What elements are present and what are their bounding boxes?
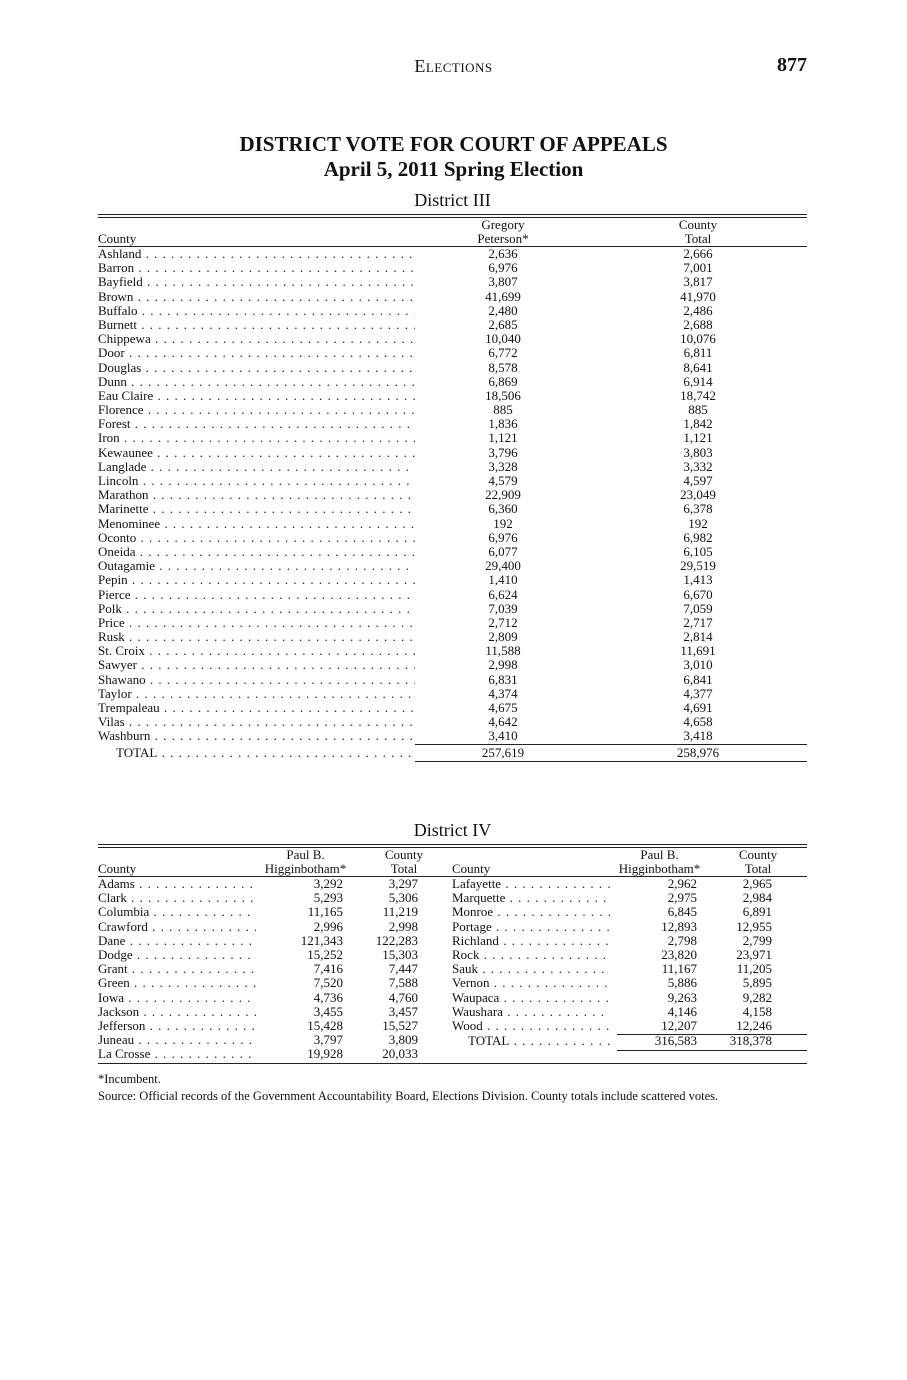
candidate-votes: 6,772 (488, 345, 518, 361)
county-total: 3,809 (388, 1032, 418, 1048)
candidate-votes: 3,455 (313, 1003, 343, 1019)
county-name: Portage . . . (452, 920, 610, 934)
candidate-votes: 5,293 (313, 890, 343, 906)
candidate-votes: 8,578 (488, 359, 518, 375)
table-row (98, 948, 438, 962)
total-label: TOTAL . . . (98, 746, 415, 760)
table-row (98, 976, 438, 990)
candidate-votes: 192 (493, 515, 513, 531)
county-total: 2,814 (683, 629, 713, 645)
page-title: DISTRICT VOTE FOR COURT OF APPEALS (239, 132, 668, 156)
table-row (452, 934, 792, 948)
county-name: Jefferson . . . (98, 1019, 256, 1033)
candidate-votes: 29,400 (485, 558, 521, 574)
county-total: 9,282 (742, 989, 772, 1005)
county-total: 7,001 (683, 260, 713, 276)
source-note: Source: Official records of the Government Accountability Board, Elections Division. County totals include scattered votes. (98, 1089, 719, 1103)
county-total: 7,059 (683, 600, 713, 616)
col-candidate-line2-left: Higginbotham* (264, 861, 347, 876)
county-total: 3,418 (683, 728, 713, 744)
running-title: Elections (414, 56, 493, 76)
county-total: 6,105 (683, 543, 713, 559)
table-row (452, 1005, 792, 1019)
county-name: Lincoln . . . (98, 474, 415, 488)
county-total: 23,971 (736, 946, 772, 962)
candidate-votes: 9,263 (667, 989, 697, 1005)
candidate-votes: 6,624 (488, 586, 518, 602)
candidate-votes: 2,636 (488, 246, 518, 261)
county-name: Marquette . . . (452, 891, 610, 905)
county-total: 3,803 (683, 444, 713, 460)
county-name: Juneau . . . (98, 1033, 256, 1047)
col-candidate-line2: Peterson* (477, 231, 529, 246)
county-name: Bayfield . . . (98, 275, 415, 289)
county-total: 2,666 (683, 246, 713, 261)
county-total: 192 (688, 515, 708, 531)
table-row (98, 588, 807, 602)
county-total: 4,597 (683, 473, 713, 488)
candidate-votes: 3,796 (488, 444, 518, 460)
county-total: 3,010 (683, 657, 713, 673)
county-name: Crawford . . . (98, 920, 256, 934)
col-total-line2: Total (684, 231, 712, 246)
candidate-votes: 6,976 (488, 260, 518, 276)
county-total: 1,842 (683, 416, 713, 432)
table-row (98, 446, 807, 460)
county-total: 2,984 (742, 890, 772, 906)
col-total-line1: County (678, 217, 718, 232)
county-name: Pierce . . . (98, 588, 415, 602)
district-4-table (98, 820, 807, 1062)
county-name: Florence . . . (98, 403, 415, 417)
county-total: 122,283 (375, 932, 418, 948)
county-name: Taylor . . . (98, 687, 415, 701)
candidate-votes: 4,642 (488, 714, 518, 730)
footnotes (98, 1071, 818, 1105)
candidate-votes: 885 (493, 402, 513, 418)
table-row (98, 346, 807, 360)
table-row (98, 934, 438, 948)
district-4-left-rows (98, 877, 438, 1061)
table-row (452, 976, 792, 990)
county-total: 7,588 (388, 975, 418, 991)
table-row (98, 545, 807, 559)
county-total: 15,527 (382, 1017, 418, 1033)
county-name: Dodge . . . (98, 948, 256, 962)
candidate-votes: 19,928 (307, 1046, 343, 1062)
county-total: 3,817 (683, 274, 713, 290)
total-label: TOTAL . . . (452, 1034, 610, 1048)
county-total: 4,377 (683, 685, 713, 701)
table-row (98, 332, 807, 346)
table-row (98, 431, 807, 445)
col-total-line1-left: County (384, 847, 424, 862)
col-total-line2-right: Total (744, 861, 772, 876)
county-total: 2,486 (683, 302, 713, 318)
candidate-votes: 2,809 (488, 629, 518, 645)
table-row (98, 905, 438, 919)
county-name: Kewaunee . . . (98, 446, 415, 460)
table-row (98, 644, 807, 658)
county-name: Richland . . . (452, 934, 610, 948)
district-3-table (98, 190, 807, 762)
county-name: Vernon . . . (452, 976, 610, 990)
table-row (98, 474, 807, 488)
county-name: Iowa . . . (98, 991, 256, 1005)
candidate-votes: 121,343 (300, 932, 343, 948)
county-name: Clark . . . (98, 891, 256, 905)
county-name: St. Croix . . . (98, 644, 415, 658)
col-candidate-line1-left: Paul B. (286, 847, 325, 862)
county-total: 18,742 (680, 387, 716, 403)
candidate-votes: 3,797 (313, 1032, 343, 1048)
table-row (98, 559, 807, 573)
candidate-votes: 2,996 (313, 918, 343, 934)
candidate-votes: 15,428 (307, 1017, 343, 1033)
table-header (98, 218, 807, 247)
candidate-votes: 12,207 (661, 1017, 697, 1033)
county-name: Menominee . . . (98, 517, 415, 531)
col-candidate-line1: Gregory (481, 217, 525, 232)
table-row (98, 275, 807, 289)
col-county: County (98, 231, 137, 246)
table-row (98, 531, 807, 545)
county-total: 4,691 (683, 700, 713, 715)
county-total: 12,246 (736, 1017, 772, 1033)
county-total: 15,303 (382, 946, 418, 962)
county-name: Washburn . . . (98, 729, 415, 743)
table-row (98, 517, 807, 531)
county-name: Iron . . . (98, 431, 415, 445)
county-name: Dunn . . . (98, 375, 415, 389)
table-row (452, 991, 792, 1005)
county-name: Oconto . . . (98, 531, 415, 545)
county-name: Marathon . . . (98, 488, 415, 502)
county-total: 6,982 (683, 529, 713, 545)
table-row (98, 687, 807, 701)
county-total: 10,076 (680, 331, 716, 347)
county-total: 3,332 (683, 458, 713, 474)
page-subtitle: April 5, 2011 Spring Election (323, 157, 584, 181)
county-name: Chippewa . . . (98, 332, 415, 346)
table-row (98, 991, 438, 1005)
candidate-votes: 1,121 (488, 430, 518, 446)
county-name: Waushara . . . (452, 1005, 610, 1019)
table-row (452, 948, 792, 962)
candidate-votes: 2,798 (667, 932, 697, 948)
table-row (98, 304, 807, 318)
county-name: Pepin . . . (98, 573, 415, 587)
candidate-votes: 6,869 (488, 373, 518, 389)
county-name: Vilas . . . (98, 715, 415, 729)
table-row (452, 920, 792, 934)
col-county-right: County (452, 861, 491, 876)
table-row (98, 962, 438, 976)
county-name: Oneida . . . (98, 545, 415, 559)
candidate-votes: 2,975 (667, 890, 697, 906)
candidate-votes: 4,736 (313, 989, 343, 1005)
candidate-votes: 10,040 (485, 331, 521, 347)
county-name: Waupaca . . . (452, 991, 610, 1005)
candidate-votes: 3,807 (488, 274, 518, 290)
total-county: 318,378 (729, 1033, 772, 1048)
county-total: 12,955 (736, 918, 772, 934)
county-name: Forest . . . (98, 417, 415, 431)
county-name: Burnett . . . (98, 318, 415, 332)
table-row (98, 417, 807, 431)
district-4-right-rows (452, 877, 792, 1033)
table-row (98, 891, 438, 905)
candidate-votes: 2,962 (667, 876, 697, 891)
candidate-votes: 3,410 (488, 728, 518, 744)
candidate-votes: 5,886 (667, 975, 697, 991)
candidate-votes: 11,167 (661, 961, 697, 977)
county-name: Langlade . . . (98, 460, 415, 474)
candidate-votes: 12,893 (661, 918, 697, 934)
col-candidate-line2-right: Higginbotham* (618, 861, 701, 876)
candidate-votes: 7,416 (313, 961, 343, 977)
candidate-votes: 4,675 (488, 700, 518, 715)
candidate-votes: 2,685 (488, 316, 518, 332)
table-row (98, 1047, 438, 1061)
table-row (98, 877, 438, 891)
candidate-votes: 6,976 (488, 529, 518, 545)
table-row (98, 602, 807, 616)
total-candidate: 257,619 (481, 744, 525, 760)
county-name: Trempaleau . . . (98, 701, 415, 715)
county-total: 6,891 (742, 904, 772, 920)
county-name: Door . . . (98, 346, 415, 360)
candidate-votes: 11,165 (307, 904, 343, 920)
table-row (98, 502, 807, 516)
table-row (98, 1033, 438, 1047)
county-name: Ashland . . . (98, 247, 415, 261)
county-name: Rock . . . (452, 948, 610, 962)
county-name: Eau Claire . . . (98, 389, 415, 403)
candidate-votes: 15,252 (307, 946, 343, 962)
candidate-votes: 11,588 (485, 643, 521, 659)
county-name: Marinette . . . (98, 502, 415, 516)
county-name: Columbia . . . (98, 905, 256, 919)
county-name: Douglas . . . (98, 361, 415, 375)
county-total: 20,033 (382, 1046, 418, 1062)
table-row (452, 891, 792, 905)
county-name: Grant . . . (98, 962, 256, 976)
county-name: Barron . . . (98, 261, 415, 275)
total-bottom-rule (617, 1050, 807, 1051)
table-row (452, 962, 792, 976)
table-row (98, 403, 807, 417)
candidate-votes: 6,831 (488, 671, 518, 687)
table-row (98, 1019, 438, 1033)
candidate-votes: 3,328 (488, 458, 518, 474)
county-name: Polk . . . (98, 602, 415, 616)
county-total: 2,965 (742, 876, 772, 891)
table-row (452, 877, 792, 891)
table-row (452, 1019, 792, 1033)
county-name: Rusk . . . (98, 630, 415, 644)
county-total: 1,121 (683, 430, 713, 446)
candidate-votes: 6,077 (488, 543, 518, 559)
county-total: 11,691 (680, 643, 716, 659)
district-4-total-row (452, 1034, 792, 1048)
county-total: 2,717 (683, 614, 713, 630)
county-total: 11,219 (382, 904, 418, 920)
county-name: Outagamie . . . (98, 559, 415, 573)
page-number: 877 (777, 54, 807, 76)
table-row (98, 389, 807, 403)
county-total: 6,670 (683, 586, 713, 602)
county-total: 41,970 (680, 288, 716, 304)
candidate-votes: 41,699 (485, 288, 521, 304)
county-total: 29,519 (680, 558, 716, 574)
candidate-votes: 7,039 (488, 600, 518, 616)
candidate-votes: 1,836 (488, 416, 518, 432)
candidate-votes: 2,998 (488, 657, 518, 673)
table-row (98, 630, 807, 644)
county-name: Price . . . (98, 616, 415, 630)
table-row (98, 1005, 438, 1019)
table-row (98, 318, 807, 332)
county-name: Wood . . . (452, 1019, 610, 1033)
county-total: 6,378 (683, 501, 713, 517)
candidate-votes: 4,579 (488, 473, 518, 488)
col-candidate-line1-right: Paul B. (640, 847, 679, 862)
table-row (98, 261, 807, 275)
table-row (98, 701, 807, 715)
candidate-votes: 2,712 (488, 614, 518, 630)
county-total: 11,205 (736, 961, 772, 977)
table-row (98, 460, 807, 474)
table-row (98, 361, 807, 375)
county-name: Monroe . . . (452, 905, 610, 919)
county-total: 6,914 (683, 373, 713, 389)
county-total: 3,457 (388, 1003, 418, 1019)
col-total-line2-left: Total (390, 861, 418, 876)
table-row (98, 658, 807, 672)
county-total: 4,760 (388, 989, 418, 1005)
table-row (98, 375, 807, 389)
total-candidate: 316,583 (654, 1033, 697, 1048)
district-4-heading: District IV (413, 820, 492, 840)
county-total: 4,158 (742, 1003, 772, 1019)
county-total: 2,688 (683, 316, 713, 332)
candidate-votes: 3,292 (313, 876, 343, 891)
county-name: Sauk . . . (452, 962, 610, 976)
table-row (98, 729, 807, 743)
table-row (98, 247, 807, 261)
candidate-votes: 2,480 (488, 302, 518, 318)
candidate-votes: 6,360 (488, 501, 518, 517)
table-row (98, 920, 438, 934)
table-row (98, 488, 807, 502)
total-row (116, 744, 807, 762)
table-bottom-rule (98, 1063, 807, 1064)
table-row (98, 673, 807, 687)
county-total: 4,658 (683, 714, 713, 730)
district-3-heading: District III (414, 190, 491, 210)
county-name: Sawyer . . . (98, 658, 415, 672)
candidate-votes: 4,374 (488, 685, 518, 701)
county-total: 885 (688, 402, 708, 418)
table-row (98, 616, 807, 630)
county-total: 3,297 (388, 876, 418, 891)
county-total: 5,306 (388, 890, 418, 906)
candidate-votes: 6,845 (667, 904, 697, 920)
table-header (98, 848, 807, 877)
total-county: 258,976 (676, 744, 720, 760)
table-row (98, 290, 807, 304)
county-name: La Crosse . . . (98, 1047, 256, 1061)
col-total-line1-right: County (738, 847, 778, 862)
table-row (98, 715, 807, 729)
candidate-votes: 23,820 (661, 946, 697, 962)
incumbent-note: *Incumbent. (98, 1072, 161, 1086)
county-total: 7,447 (388, 961, 418, 977)
county-name: Shawano . . . (98, 673, 415, 687)
county-total: 8,641 (683, 359, 713, 375)
table-row (452, 905, 792, 919)
county-total: 6,811 (683, 345, 713, 361)
col-county-left: County (98, 861, 137, 876)
county-name: Jackson . . . (98, 1005, 256, 1019)
table-row (98, 573, 807, 587)
district-3-rows (98, 247, 807, 744)
candidate-votes: 7,520 (313, 975, 343, 991)
county-total: 5,895 (742, 975, 772, 991)
county-total: 23,049 (680, 487, 716, 503)
candidate-votes: 18,506 (485, 387, 521, 403)
county-total: 2,799 (742, 932, 772, 948)
county-name: Adams . . . (98, 877, 256, 891)
county-name: Lafayette . . . (452, 877, 610, 891)
county-total: 2,998 (388, 918, 418, 934)
candidate-votes: 22,909 (485, 487, 521, 503)
candidate-votes: 1,410 (488, 572, 518, 588)
running-head (0, 56, 907, 80)
county-name: Brown . . . (98, 290, 415, 304)
county-name: Green . . . (98, 976, 256, 990)
county-name: Buffalo . . . (98, 304, 415, 318)
county-total: 6,841 (683, 671, 713, 687)
county-name: Dane . . . (98, 934, 256, 948)
candidate-votes: 4,146 (667, 1003, 697, 1019)
county-total: 1,413 (683, 572, 713, 588)
